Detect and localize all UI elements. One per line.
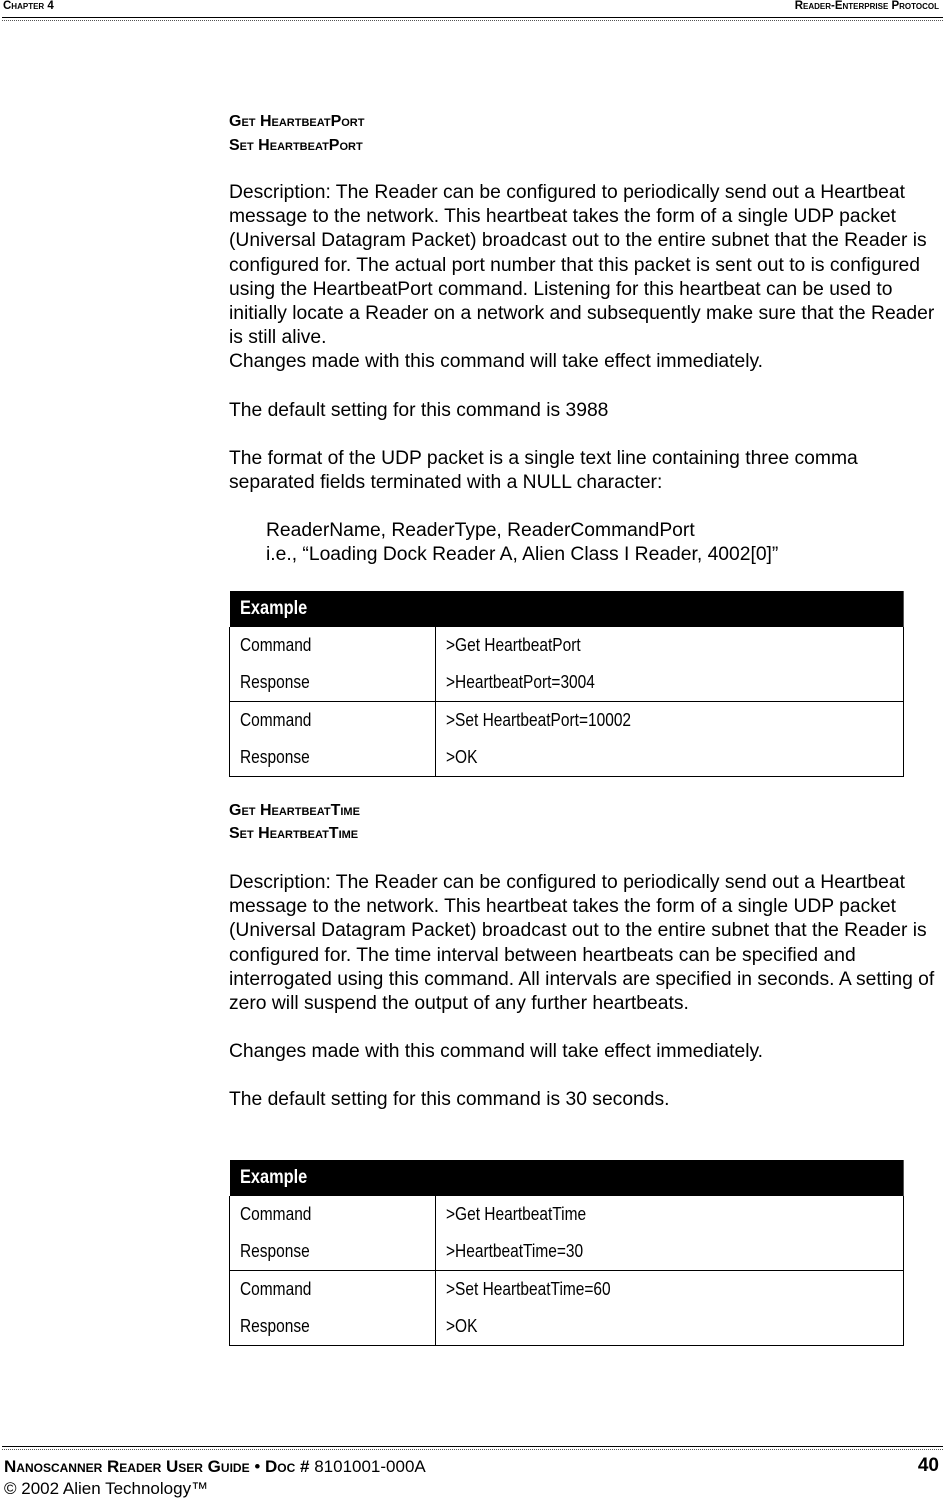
heading-set-heartbeatport: Set HeartbeatPort [229, 137, 363, 154]
section1-body [229, 181, 941, 568]
page-footer [4, 1456, 426, 1500]
changes-note: Changes made with this command will take effect immediately. [229, 351, 764, 373]
doc-number: 8101001-000A [314, 1457, 426, 1476]
table-row: Response >OK [230, 1308, 904, 1346]
section2-body [229, 871, 941, 1113]
chapter-label: Chapter 4 [3, 0, 54, 12]
heading-set-heartbeattime: Set HeartbeatTime [229, 825, 359, 842]
doc-label: Doc # [265, 1457, 310, 1476]
table-row: Command >Set HeartbeatTime=60 [230, 1271, 904, 1309]
example-table-heartbeatport [229, 591, 904, 777]
description: Description: The Reader can be configured to periodically send out a Heartbeat message to the network. This heartbeat takes the form of a single UDP packet (Universal Datagram Packet) broadcast out to the entire subnet that the Reader is configured for. The time interval between heartbeats can be specified and interrogated using this command. All intervals are specified in seconds. A setting of zero will suspend the output of any further heartbeats. [229, 872, 935, 1015]
table-row: Command >Get HeartbeatPort [230, 627, 904, 664]
section-label: Reader-Enterprise Protocol [794, 0, 939, 12]
page-header [3, 0, 939, 15]
bullet: • [254, 1457, 261, 1476]
table-row: Response >HeartbeatPort=3004 [230, 664, 904, 702]
format-fields: ReaderName, ReaderType, ReaderCommandPort [266, 520, 695, 542]
default-setting: The default setting for this command is 30 seconds. [229, 1089, 670, 1111]
table-row: Command >Set HeartbeatPort=10002 [230, 702, 904, 740]
table-row: Response >HeartbeatTime=30 [230, 1233, 904, 1271]
example-table-heartbeattime [229, 1160, 904, 1346]
description: Description: The Reader can be configured to periodically send out a Heartbeat message to the network. This heartbeat takes the form of a single UDP packet (Universal Datagram Packet) broadcast out to the entire subnet that the Reader is configured for. The actual port number that this packet is sent out to is configured using the HeartbeatPort command. Listening for this heartbeat can be used to initially locate a Reader on a network and subsequently make sure that the Reader is still alive. [229, 182, 935, 349]
heading-get-heartbeattime: Get HeartbeatTime [229, 802, 360, 819]
guide-title: Nanoscanner Reader User Guide [4, 1457, 250, 1476]
table-row: Command >Get HeartbeatTime [230, 1196, 904, 1233]
footer-rule [2, 1446, 943, 1450]
copyright: © 2002 Alien Technology™ [4, 1479, 209, 1498]
page-number: 40 [917, 1455, 939, 1476]
changes-note: Changes made with this command will take effect immediately. [229, 1041, 764, 1063]
table-row: Response >OK [230, 739, 904, 777]
table-header: Example [230, 1160, 436, 1196]
format-description: The format of the UDP packet is a single text line containing three comma separated fields terminated with a NULL character: [229, 447, 858, 494]
format-example: i.e., “Loading Dock Reader A, Alien Class I Reader, 4002[0]” [266, 544, 779, 566]
table-header: Example [230, 591, 436, 627]
default-setting: The default setting for this command is 3988 [229, 399, 609, 421]
header-rule [2, 17, 943, 21]
heading-get-heartbeatport: Get HeartbeatPort [229, 113, 365, 130]
